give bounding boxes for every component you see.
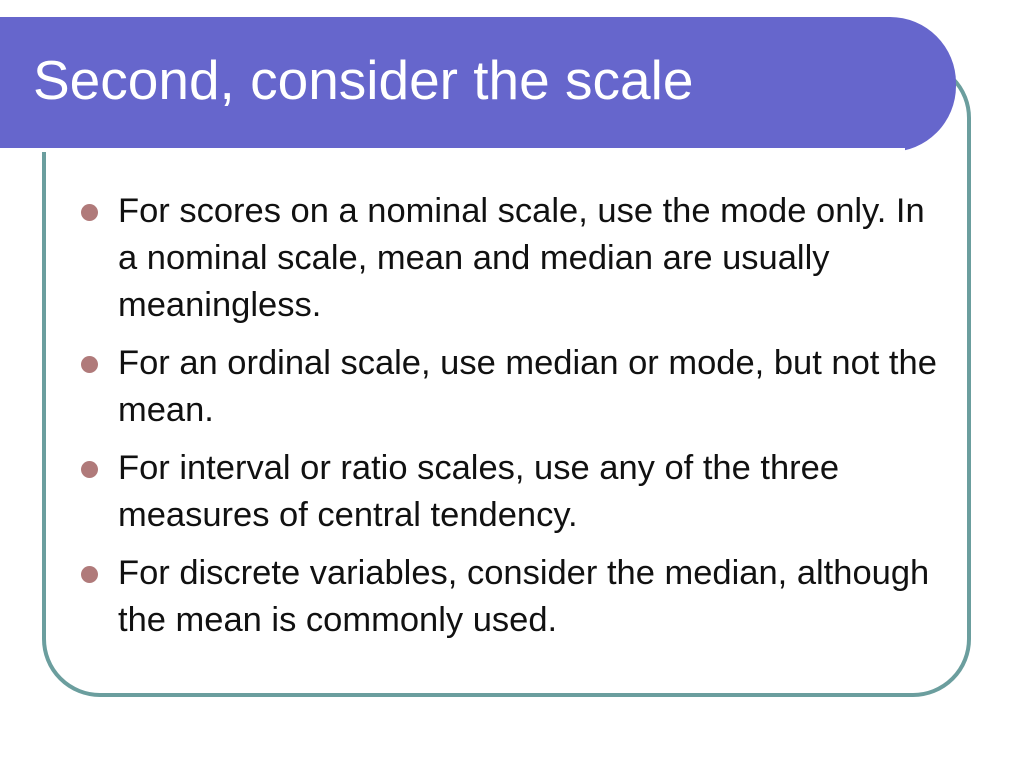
bullet-dot-icon — [81, 356, 98, 373]
bullet-dot-icon — [81, 204, 98, 221]
bullet-item-interval-ratio — [80, 445, 940, 539]
bullet-dot-icon — [81, 461, 98, 478]
bullet-text: For interval or ratio scales, use any of the three measures of central tendency. — [118, 449, 840, 534]
bullet-dot-icon — [81, 566, 98, 583]
slide-title: Second, consider the scale — [33, 49, 694, 111]
bullet-text: For discrete variables, consider the median, although the mean is commonly used. — [118, 554, 930, 639]
bullet-item-nominal — [80, 188, 940, 329]
bullet-item-discrete — [80, 550, 940, 644]
bullet-list — [80, 188, 940, 655]
bullet-item-ordinal — [80, 340, 940, 434]
title-underline — [0, 148, 905, 152]
bullet-text: For scores on a nominal scale, use the mode only. In a nominal scale, mean and median are usually meaningless. — [118, 192, 925, 324]
bullet-text: For an ordinal scale, use median or mode, but not the mean. — [118, 344, 937, 429]
